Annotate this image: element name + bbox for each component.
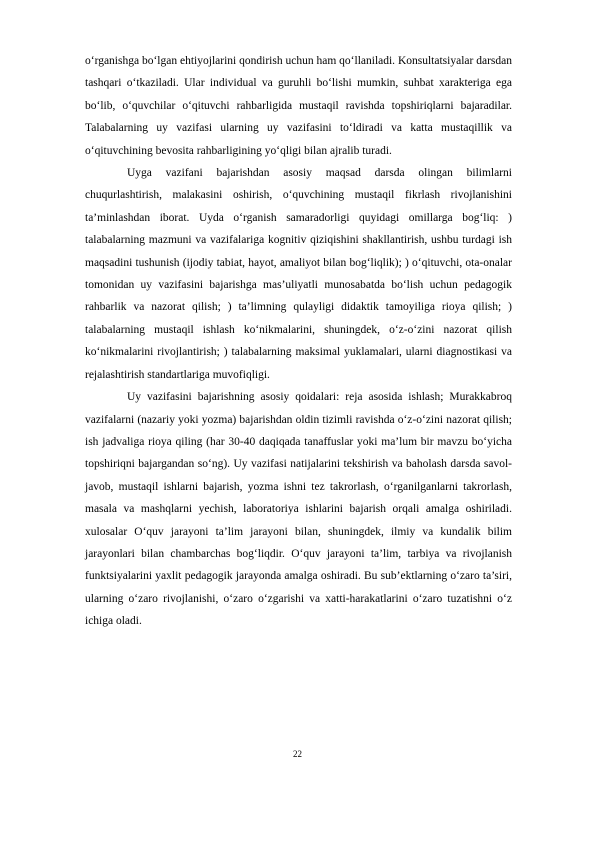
body-paragraph-2: Uyga vazifani bajarishdan asosiy maqsad darsda olingan bilimlarni chuqurlashtirish, malakasini oshirish, o‘quvchining mustaqil fikrlash rivojlanishini ta’minlashdan iborat. Uyda o‘rganish samaradorligi quyidagi omillarga bog‘liq: ) talabalarning mazmuni va vazifalariga kognitiv qiziqishini shakllantirish, ushbu turdagi ish maqsadini tushunish (ijodiy tabiat, hayot, amaliyot bilan bog‘liqlik); ) o‘qituvchi, ota-onalar tomonidan uy vazifasini bajarishga mas’uliyatli munosabatda bo‘lish uchun pedagogik rahbarlik va nazorat qilish; ) ta’limning qulayligi didaktik tamoyiliga rioya qilish; ) talabalarning mustaqil ishlash ko‘nikmalarini, shuningdek, o‘z-o‘zini nazorat qilish ko‘nikmalarini rivojlantirish; ) talabalarning maksimal yuklamalari, ularni diagnostikasi va rejalashtirish standartlariga muvofiqligi.: [85, 167, 512, 381]
page-number: 22: [293, 749, 302, 759]
document-page: [85, 50, 512, 633]
body-paragraph-1: o‘rganishga bo‘lgan ehtiyojlarini qondirish uchun ham qo‘llaniladi. Konsultatsiyalar darsdan tashqari o‘tkaziladi. Ular individual va guruhli bo‘lishi mumkin, suhbat xarakteriga ega bo‘lib, o‘quvchilar o‘qituvchi rahbarligida mustaqil ravishda topshiriqlarni bajaradilar. Talabalarning uy vazifasi ularning uy vazifasini to‘ldiradi va katta mustaqillik va o‘qituvchining bevosita rahbarligining yo‘qligi bilan ajralib turadi.: [85, 55, 512, 157]
body-paragraph-3: Uy vazifasini bajarishning asosiy qoidalari: reja asosida ishlash; Murakkabroq vazifalarni (nazariy yoki yozma) bajarishdan oldin tizimli ravishda o‘z-o‘zini nazorat qilish; ish jadvaliga rioya qiling (har 30-40 daqiqada tanaffuslar yoki ma’lum bir mavzu bo‘yicha topshiriqni bajargandan so‘ng). Uy vazifasi natijalarini tekshirish va baholash darsda savol-javob, mustaqil ishlarni bajarish, yozma ishni tez takrorlash, o‘rganilganlarni takrorlash, masala va mashqlarni yechish, laboratoriya ishlarini bajarish orqali amalga oshiriladi. xulosalar O‘quv jarayoni ta’lim jarayoni bilan, shuningdek, ilmiy va kundalik bilim jarayonlari bilan chambarchas bog‘liqdir. O‘quv jarayoni ta’lim, tarbiya va rivojlanish funktsiyalarini yaxlit pedagogik jarayonda amalga oshiradi. Bu sub’ektlarning o‘zaro ta’siri, ularning o‘zaro rivojlanishi, o‘zaro o‘zgarishi va xatti-harakatlarini o‘zaro tuzatishni o‘z ichiga oladi.: [85, 391, 512, 628]
